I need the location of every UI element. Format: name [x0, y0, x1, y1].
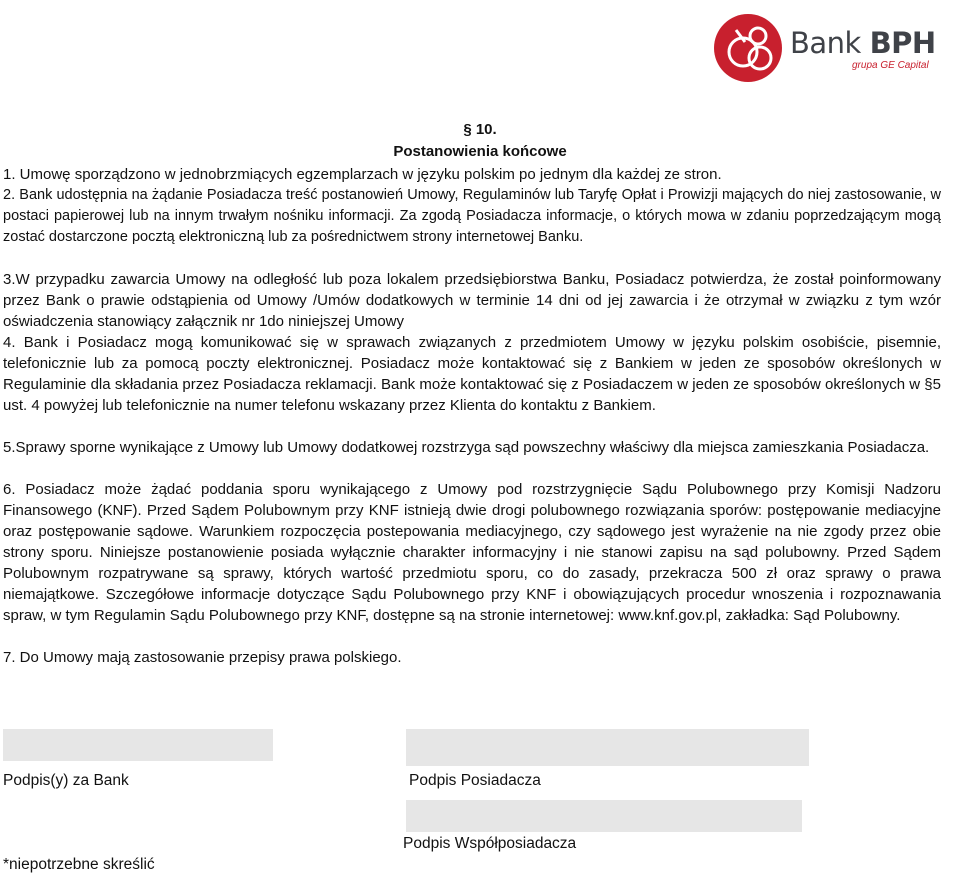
holder-signature-label: Podpis Posiadacza — [409, 772, 541, 789]
clause-4: 4. Bank i Posiadacz mogą komunikować się w sprawach związanych z przedmiotem Umowy w języku polskim osobiście, pisemnie, telefonicznie lub za pomocą poczty elektronicznej. Posiadacz może kontaktować się z Bankiem w jeden ze sposobów określonych w Regulaminie dla składania przez Posiadacza reklamacji. Bank może kontaktować się z Posiadaczem w jeden ze sposobów określonych w §5 ust. 4 powyżej lub telefonicznie na numer telefonu wskazany przez Klienta do kontaktu z Bankiem. — [3, 334, 941, 414]
clause-7: 7. Do Umowy mają zastosowanie przepisy prawa polskiego. — [3, 649, 402, 666]
bank-bph-emblem — [712, 12, 788, 84]
clause-2: 2. Bank udostępnia na żądanie Posiadacza treść postanowień Umowy, Regulaminów lub Taryfę Opłat i Prowizji mających do niej zastosowanie, w postaci papierowej lub na innym trwałym nośniku informacji. Za zgodą Posiadacza informacje, o których mowa w zdaniu poprzedzającym mogą zostać dostarczone pocztą elektroniczną lub za pośrednictwem strony internetowej Banku. — [3, 187, 941, 245]
brand-name: Bank BPH — [790, 26, 936, 60]
section-number: § 10. — [463, 121, 497, 138]
coholder-signature-label: Podpis Współposiadacza — [403, 835, 577, 852]
clause-3: 3.W przypadku zawarcia Umowy na odległość lub poza lokalem przedsiębiorstwa Banku, Posiadacz potwierdza, że został poinformowany przez Bank o prawie odstąpienia od Umowy /Umów dodatkowych w terminie 14 dni od jej zawarcia i że otrzymał w związku z tym wzór oświadczenia stanowiący załącznik nr 1do niniejszej Umowy — [3, 271, 941, 330]
coholder-signature-field[interactable] — [406, 800, 802, 832]
clause-5: 5.Sprawy sporne wynikające z Umowy lub Umowy dodatkowej rozstrzyga sąd powszechny właściwy dla miejsca zamieszkania Posiadacza. — [3, 439, 930, 456]
bank-bph-logo — [712, 12, 936, 84]
section-title: Postanowienia końcowe — [393, 143, 567, 160]
clause-1: 1. Umowę sporządzono w jednobrzmiących egzemplarzach w języku polskim po jednym dla każdej ze stron. — [3, 166, 722, 183]
bank-signature-field[interactable] — [3, 729, 273, 761]
holder-signature-field[interactable] — [406, 729, 809, 766]
bank-signature-label: Podpis(y) za Bank — [3, 772, 129, 789]
footnote: *niepotrzebne skreślić — [3, 856, 155, 873]
clause-6: 6. Posiadacz może żądać poddania sporu wynikającego z Umowy pod rozstrzygnięcie Sądu Polubownego przy Komisji Nadzoru Finansowego (KNF). Przed Sądem Polubownym przy KNF istnieją dwie drogi polubownego rozwiązania sporów: postępowanie mediacyjne oraz postępowanie sądowe. Warunkiem rozpoczęcia postepowania mediacyjnego, czy sądowego jest wyrażenie na nie zgody przez obie strony sporu. Niniejsze postanowienie posiada wyłącznie charakter informacyjny i nie stanowi zapisu na sąd polubowny. Przed Sądem Polubownym rozpatrywane są sprawy, których wartość przedmiotu sporu, co do zasady, przekracza 500 zł oraz sprawy o prawa niemajątkowe. Szczegółowe informacje dotyczące Sądu Polubownego przy KNF i obowiązujących procedur wnoszenia i rozpoznawania spraw, w tym Regulamin Sądu Polubownego przy KNF, dostępne są na stronie internetowej: www.knf.gov.pl, zakładka: Sąd Polubowny. — [3, 481, 941, 624]
brand-tagline: grupa GE Capital — [852, 60, 929, 71]
